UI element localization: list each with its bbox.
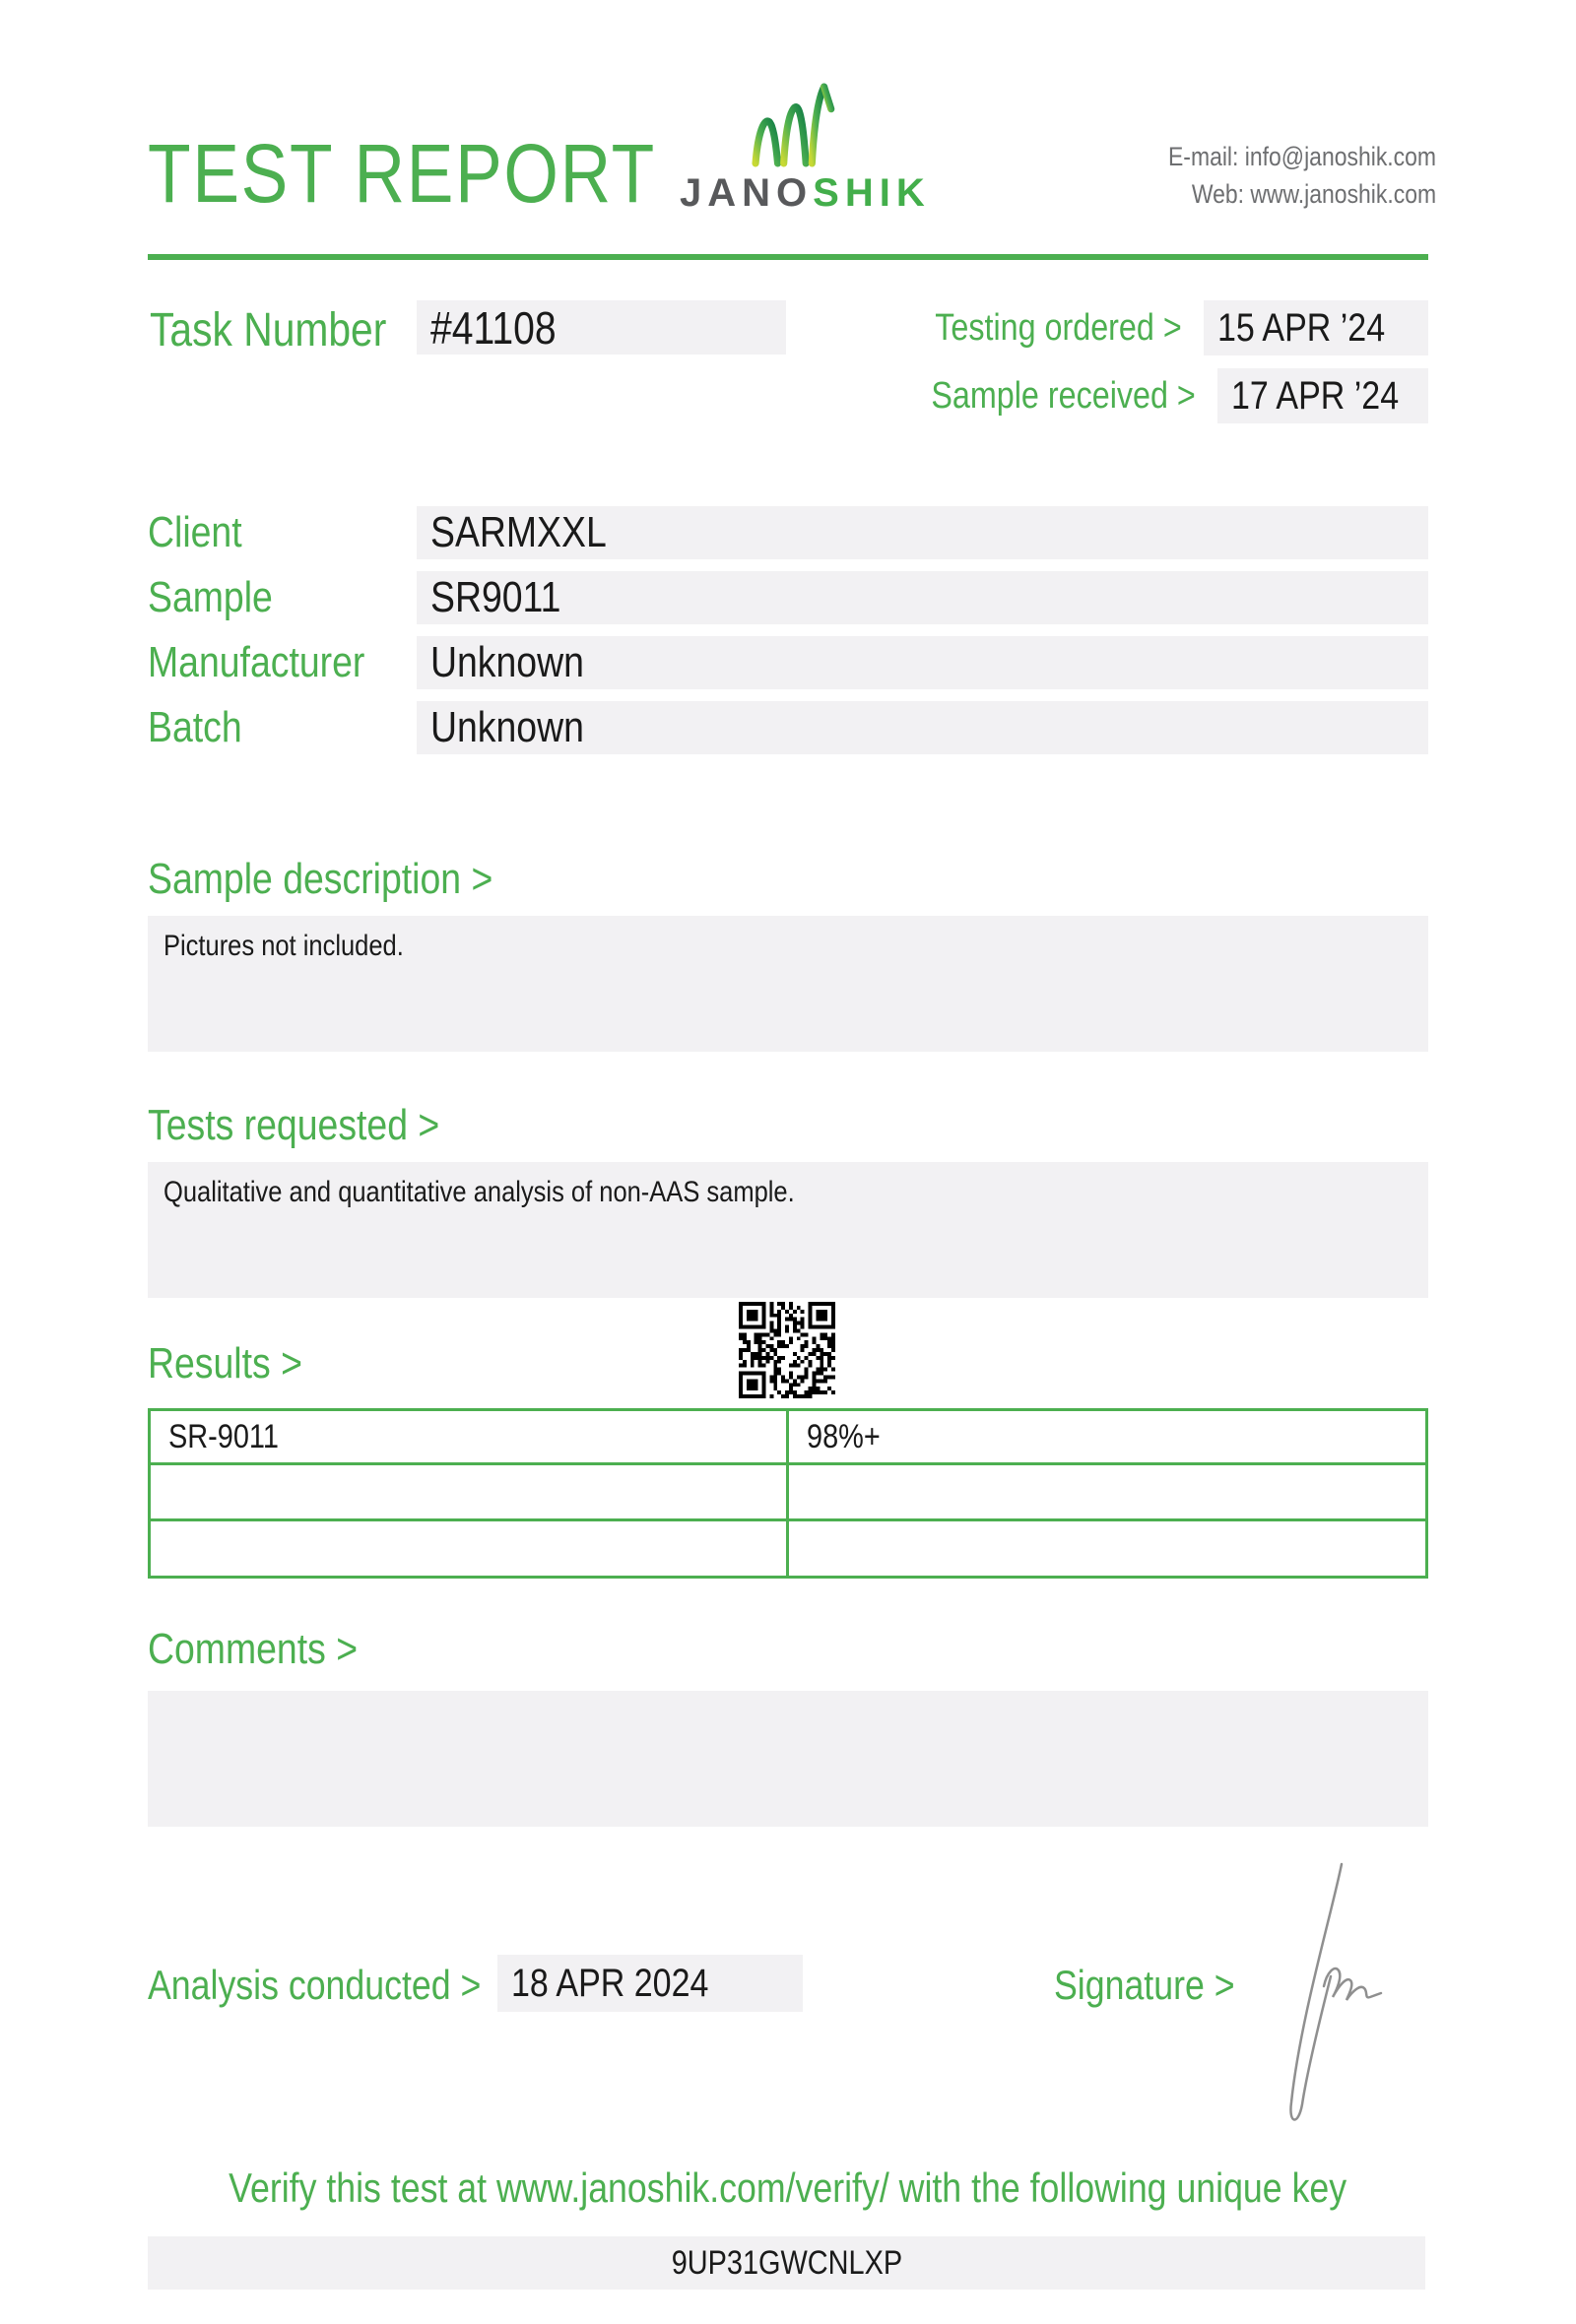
contact-email: E-mail: info@janoshik.com (1167, 142, 1436, 171)
logo (680, 79, 931, 216)
client-value: SARMXXL (417, 506, 1428, 559)
results-row-3 (150, 1520, 1427, 1578)
field-row-manufacturer (148, 636, 1428, 689)
result-empty-cell (150, 1520, 788, 1578)
field-row-sample (148, 571, 1428, 624)
field-row-batch (148, 701, 1428, 754)
sample-description-heading: Sample description > (148, 855, 493, 903)
qr-code (739, 1302, 835, 1398)
field-row-client (148, 506, 1428, 559)
manufacturer-label: Manufacturer (148, 638, 365, 686)
testing-ordered-value: 15 APR ’24 (1204, 300, 1428, 355)
results-heading: Results > (148, 1339, 302, 1388)
contact-web: Web: www.janoshik.com (1191, 179, 1436, 209)
batch-label: Batch (148, 703, 242, 751)
page-title (148, 126, 746, 222)
task-number-value: #41108 (417, 300, 786, 355)
comments-box (148, 1691, 1428, 1827)
tests-requested-heading: Tests requested > (148, 1101, 440, 1149)
logo-shik: SHIK (813, 171, 931, 215)
dates-block (891, 300, 1428, 436)
contact-info (1121, 138, 1436, 213)
page-title-text: TEST REPORT (148, 127, 656, 220)
sample-fields (148, 506, 1428, 766)
result-empty-cell (150, 1464, 788, 1520)
sample-description-box: Pictures not included. (148, 916, 1428, 1052)
results-row-1 (150, 1410, 1427, 1464)
result-substance-cell: SR-9011 (150, 1410, 788, 1464)
sample-value: SR9011 (417, 571, 1428, 624)
results-table (148, 1408, 1428, 1579)
sample-label: Sample (148, 573, 273, 621)
client-label: Client (148, 508, 242, 556)
analysis-conducted-label: Analysis conducted > (148, 1962, 482, 2008)
unique-key: 9UP31GWCNLXP (148, 2236, 1425, 2290)
result-purity-cell: 98%+ (788, 1410, 1427, 1464)
results-row-2 (150, 1464, 1427, 1520)
sample-received-value: 17 APR ’24 (1217, 368, 1428, 423)
logo-jano: JANO (680, 171, 814, 215)
verify-instruction: Verify this test at www.janoshik.com/verify/ with the following unique key (229, 2164, 1347, 2211)
batch-value: Unknown (417, 701, 1428, 754)
result-empty-cell (788, 1520, 1427, 1578)
signature-label: Signature > (1054, 1962, 1235, 2008)
sample-received-row (891, 368, 1428, 423)
logo-wordmark (680, 171, 931, 216)
result-empty-cell (788, 1464, 1427, 1520)
analysis-conducted-value: 18 APR 2024 (497, 1955, 803, 2012)
signature-handwriting (1271, 1856, 1384, 2137)
tests-requested-box: Qualitative and quantitative analysis of non-AAS sample. (148, 1162, 1428, 1298)
manufacturer-value: Unknown (417, 636, 1428, 689)
growth-chart-icon (747, 79, 849, 167)
comments-heading: Comments > (148, 1625, 359, 1673)
testing-ordered-row (891, 300, 1428, 355)
header-divider (148, 254, 1428, 260)
task-number-label: Task Number (150, 304, 387, 356)
sample-received-label: Sample received > (931, 374, 1196, 417)
testing-ordered-label: Testing ordered > (935, 306, 1182, 349)
